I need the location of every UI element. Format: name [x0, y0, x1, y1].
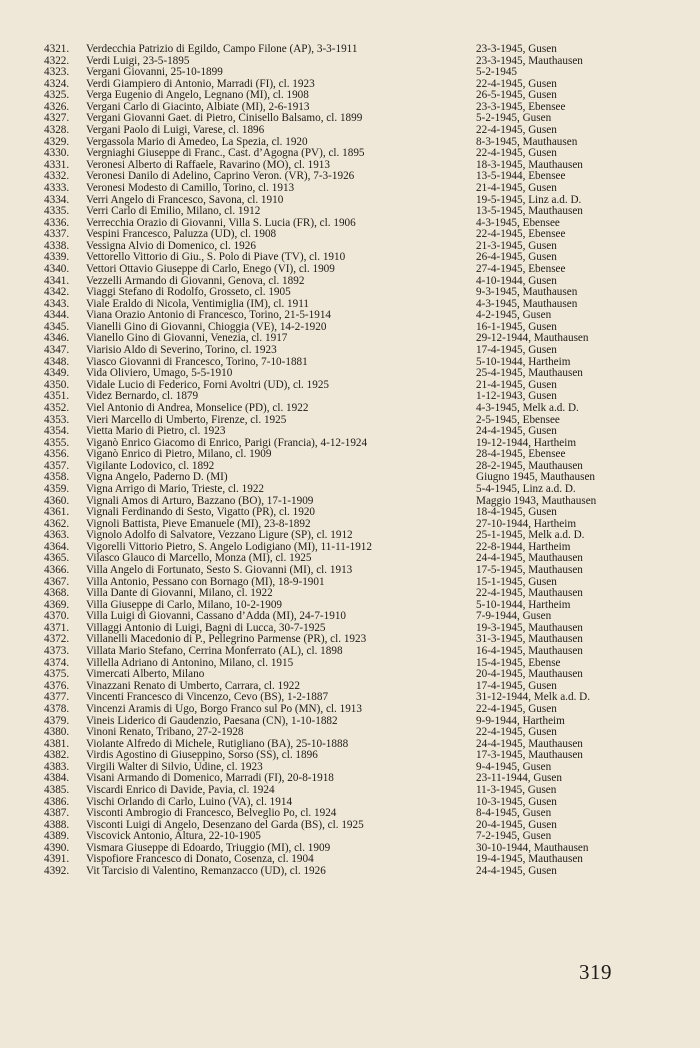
entry-name: Vispofiore Francesco di Donato, Cosenza, cl. 1904 [86, 854, 314, 866]
entry-name: Verri Carlo di Emilio, Milano, cl. 1912 [86, 206, 261, 218]
list-item [44, 692, 644, 704]
entry-name: Vidale Lucio di Federico, Forni Avoltri (UD), cl. 1925 [86, 379, 330, 391]
list-item [44, 669, 644, 681]
entry-name: Verri Angelo di Francesco, Savona, cl. 1910 [86, 194, 284, 206]
entry-fate: 17-4-1945, Gusen [476, 345, 557, 357]
entry-fate: Maggio 1943, Mauthausen [476, 495, 597, 507]
entry-fate: 26-4-1945, Gusen [476, 252, 557, 264]
list-item [44, 716, 644, 728]
entry-number: 4329. [44, 135, 70, 148]
entry-fate: 30-10-1944, Mauthausen [476, 842, 589, 854]
entry-name: Vergniaghi Giuseppe di Franc., Cast. d’Agogna (PV), cl. 1895 [86, 148, 365, 160]
list-item [44, 797, 644, 809]
entry-number: 4378. [44, 702, 70, 715]
entry-name: Vettorello Vittorio di Giu., S. Polo di Piave (TV), cl. 1910 [86, 252, 346, 264]
list-item [44, 484, 644, 496]
list-item [44, 415, 644, 427]
entry-name: Vignolo Adolfo di Salvatore, Vezzano Ligure (SP), cl. 1912 [86, 530, 353, 542]
entry-number: 4336. [44, 216, 70, 229]
entry-name: Vessigna Alvio di Domenico, cl. 1926 [86, 240, 256, 252]
entry-name: Verga Eugenio di Angelo, Legnano (MI), cl. 1908 [86, 90, 309, 102]
entry-number: 4347. [44, 344, 70, 357]
list-item [44, 866, 644, 878]
list-item [44, 577, 644, 589]
list-item [44, 519, 644, 531]
list-item [44, 90, 644, 102]
list-item [44, 125, 644, 137]
entry-number: 4366. [44, 564, 70, 577]
list-item [44, 322, 644, 334]
list-item [44, 137, 644, 149]
entry-fate: 23-3-1945, Gusen [476, 44, 557, 55]
list-item [44, 229, 644, 241]
entry-fate: 2-5-1945, Ebensee [476, 414, 560, 426]
entry-name: Visconti Ambrogio di Francesco, Belveglio Po, cl. 1924 [86, 808, 337, 820]
entry-number: 4351. [44, 390, 70, 403]
entry-fate: 22-4-1945, Gusen [476, 78, 557, 90]
list-item [44, 588, 644, 600]
entry-name: Verdi Giampiero di Antonio, Marradi (FI), cl. 1923 [86, 78, 315, 90]
entry-fate: 31-12-1944, Melk a.d. D. [476, 692, 591, 704]
entry-number: 4375. [44, 668, 70, 681]
entry-name: Viarisio Aldo di Severino, Torino, cl. 1923 [86, 345, 277, 357]
list-item [44, 762, 644, 774]
entry-name: Vignoli Battista, Pieve Emanuele (MI), 23-8-1892 [86, 518, 311, 530]
entry-fate: 20-4-1945, Gusen [476, 819, 557, 831]
entry-number: 4355. [44, 436, 70, 449]
entry-name: Vieri Marcello di Umberto, Firenze, cl. 1925 [86, 414, 287, 426]
list-item [44, 507, 644, 519]
list-item [44, 113, 644, 125]
entry-number: 4367. [44, 575, 70, 588]
entry-number: 4349. [44, 367, 70, 380]
entry-name: Viale Eraldo di Nicola, Ventimiglia (IM), cl. 1911 [86, 298, 310, 310]
entry-number: 4345. [44, 320, 70, 333]
entry-fate: 22-4-1945, Mauthausen [476, 588, 583, 600]
entry-number: 4325. [44, 89, 70, 102]
entry-fate: 4-3-1945, Melk a.d. D. [476, 402, 579, 414]
entry-fate: 5-4-1945, Linz a.d. D. [476, 483, 576, 495]
entry-name: Vincenti Francesco di Vincenzo, Cevo (BS), 1-2-1887 [86, 692, 329, 704]
entry-fate: 21-4-1945, Gusen [476, 182, 557, 194]
list-item [44, 380, 644, 392]
entry-fate: 13-5-1944, Ebensee [476, 171, 566, 183]
entry-name: Verdecchia Patrizio di Egildo, Campo Filone (AP), 3-3-1911 [86, 44, 358, 55]
entry-fate: 17-4-1945, Gusen [476, 680, 557, 692]
entry-fate: 5-10-1944, Hartheim [476, 356, 571, 368]
entry-name: Villa Giuseppe di Carlo, Milano, 10-2-1909 [86, 599, 283, 611]
entry-fate: 10-3-1945, Gusen [476, 796, 557, 808]
list-item [44, 44, 644, 56]
entry-number: 4331. [44, 158, 70, 171]
list-item [44, 553, 644, 565]
entry-fate: 31-3-1945, Mauthausen [476, 634, 583, 646]
entry-name: Vergani Giovanni, 25-10-1899 [86, 67, 223, 79]
entry-number: 4338. [44, 239, 70, 252]
list-item [44, 623, 644, 635]
entry-number: 4323. [44, 66, 70, 79]
entry-name: Vigorelli Vittorio Pietro, S. Angelo Lodigiano (MI), 11-11-1912 [86, 541, 372, 553]
entry-name: Vettori Ottavio Giuseppe di Carlo, Enego (VI), cl. 1909 [86, 263, 335, 275]
entry-number: 4337. [44, 228, 70, 241]
entry-name: Villata Mario Stefano, Cerrina Monferrato (AL), cl. 1898 [86, 646, 343, 658]
list-item [44, 357, 644, 369]
entry-fate: 17-5-1945, Mauthausen [476, 565, 583, 577]
entry-name: Veronesi Danilo di Adelino, Caprino Veron. (VR), 7-3-1926 [86, 171, 355, 183]
entry-fate: 4-3-1945, Mauthausen [476, 298, 578, 310]
entry-name: Vignali Ferdinando di Sesto, Vigatto (PR), cl. 1920 [86, 507, 316, 519]
entry-fate: 5-2-1945 [476, 67, 518, 79]
entry-number: 4363. [44, 529, 70, 542]
list-item [44, 426, 644, 438]
entry-name: Viel Antonio di Andrea, Monselice (PD), cl. 1922 [86, 402, 309, 414]
entry-number: 4321. [44, 43, 70, 55]
entry-number: 4359. [44, 482, 70, 495]
entry-name: Viganò Enrico Giacomo di Enrico, Parigi (Francia), 4-12-1924 [86, 437, 368, 449]
entry-number: 4342. [44, 286, 70, 299]
entry-name: Vit Tarcisio di Valentino, Remanzacco (UD), cl. 1926 [86, 866, 326, 878]
entry-fate: 27-10-1944, Hartheim [476, 518, 577, 530]
list-item [44, 472, 644, 484]
entry-name: Villa Angelo di Fortunato, Sesto S. Giovanni (MI), cl. 1913 [86, 565, 353, 577]
entry-number: 4333. [44, 181, 70, 194]
entry-name: Vigna Arrigo di Mario, Trieste, cl. 1922 [86, 483, 265, 495]
entry-fate: 19-5-1945, Linz a.d. D. [476, 194, 582, 206]
entry-number: 4343. [44, 297, 70, 310]
entry-name: Villa Luigi di Giovanni, Cassano d’Adda (MI), 24-7-1910 [86, 611, 347, 623]
entry-fate: 22-4-1945, Gusen [476, 727, 557, 739]
list-item [44, 391, 644, 403]
entry-name: Vigilante Lodovico, cl. 1892 [86, 460, 215, 472]
entry-number: 4391. [44, 853, 70, 866]
list-item [44, 276, 644, 288]
entry-number: 4360. [44, 494, 70, 507]
entry-number: 4381. [44, 737, 70, 750]
entry-number: 4356. [44, 448, 70, 461]
entry-fate: 1-12-1943, Gusen [476, 391, 557, 403]
list-item [44, 183, 644, 195]
entry-name: Virdis Agostino di Giuseppino, Sorso (SS), cl. 1896 [86, 750, 318, 762]
entry-number: 4357. [44, 459, 70, 472]
list-item [44, 704, 644, 716]
entry-name: Vimercati Alberto, Milano [86, 669, 205, 681]
entry-number: 4326. [44, 100, 70, 113]
entry-fate: 25-4-1945, Mauthausen [476, 368, 583, 380]
entry-number: 4382. [44, 749, 70, 762]
entry-fate: 22-4-1945, Gusen [476, 125, 557, 137]
entry-name: Vianello Gino di Giovanni, Venezia, cl. 1917 [86, 333, 288, 345]
entry-number: 4386. [44, 795, 70, 808]
entry-fate: 9-4-1945, Gusen [476, 761, 552, 773]
list-item [44, 727, 644, 739]
entry-number: 4389. [44, 830, 70, 843]
list-item [44, 79, 644, 91]
entry-name: Vespini Francesco, Paluzza (UD), cl. 1908 [86, 229, 277, 241]
entry-fate: 7-9-1944, Gusen [476, 611, 552, 623]
entry-number: 4362. [44, 517, 70, 530]
list-item [44, 530, 644, 542]
entry-name: Violante Alfredo di Michele, Rutigliano (BA), 25-10-1888 [86, 738, 349, 750]
entry-number: 4350. [44, 378, 70, 391]
list-item [44, 241, 644, 253]
entry-number: 4365. [44, 552, 70, 565]
entry-number: 4352. [44, 401, 70, 414]
entry-number: 4390. [44, 841, 70, 854]
entry-fate: 4-3-1945, Ebensee [476, 217, 560, 229]
entry-number: 4371. [44, 621, 70, 634]
entry-fate: Giugno 1945, Mauthausen [476, 472, 596, 484]
entry-number: 4388. [44, 818, 70, 831]
entry-fate: 25-1-1945, Melk a.d. D. [476, 530, 585, 542]
list-item [44, 218, 644, 230]
entry-name: Viaggi Stefano di Rodolfo, Grosseto, cl. 1905 [86, 287, 291, 299]
list-item [44, 299, 644, 311]
list-item [44, 449, 644, 461]
entry-fate: 24-4-1945, Gusen [476, 866, 557, 878]
entry-name: Virgili Walter di Silvio, Udine, cl. 1923 [86, 761, 263, 773]
entry-fate: 22-8-1944, Hartheim [476, 541, 571, 553]
entry-fate: 21-3-1945, Gusen [476, 240, 557, 252]
entry-name: Viscardi Enrico di Davide, Pavia, cl. 1924 [86, 785, 275, 796]
list-item [44, 438, 644, 450]
list-item [44, 56, 644, 68]
entry-name: Vismara Giuseppe di Edoardo, Triuggio (MI), cl. 1909 [86, 842, 331, 854]
entry-name: Viasco Giovanni di Francesco, Torino, 7-10-1881 [86, 356, 308, 368]
entry-name: Vigna Angelo, Paderno D. (MI) [86, 472, 228, 484]
entry-name: Veronesi Alberto di Raffaele, Ravarino (MO), cl. 1913 [86, 159, 330, 171]
entry-number: 4374. [44, 656, 70, 669]
list-item [44, 854, 644, 866]
entry-number: 4353. [44, 413, 70, 426]
entry-fate: 8-4-1945, Gusen [476, 808, 552, 820]
entry-number: 4383. [44, 760, 70, 773]
entry-number: 4346. [44, 332, 70, 345]
list-item [44, 333, 644, 345]
entry-number: 4324. [44, 77, 70, 90]
entry-fate: 13-5-1945, Mauthausen [476, 206, 583, 218]
entry-fate: 24-4-1945, Mauthausen [476, 738, 583, 750]
entry-fate: 22-4-1945, Ebensee [476, 229, 566, 241]
entry-name: Viana Orazio Antonio di Francesco, Torino, 21-5-1914 [86, 310, 332, 322]
entry-number: 4370. [44, 610, 70, 623]
entry-fate: 19-3-1945, Mauthausen [476, 622, 583, 634]
entry-fate: 23-11-1944, Gusen [476, 773, 562, 785]
entry-fate: 4-2-1945, Gusen [476, 310, 552, 322]
entry-fate: 11-3-1945, Gusen [476, 785, 557, 796]
entry-name: Vida Oliviero, Umago, 5-5-1910 [86, 368, 233, 380]
list-item [44, 496, 644, 508]
entry-number: 4372. [44, 633, 70, 646]
entry-fate: 27-4-1945, Ebensee [476, 263, 566, 275]
entry-fate: 9-3-1945, Mauthausen [476, 287, 578, 299]
list-item [44, 808, 644, 820]
entry-name: Vinoni Renato, Tribano, 27-2-1928 [86, 727, 244, 739]
entry-number: 4330. [44, 147, 70, 160]
entry-number: 4376. [44, 679, 70, 692]
list-item [44, 160, 644, 172]
list-item [44, 461, 644, 473]
entry-name: Vianelli Gino di Giovanni, Chioggia (VE), 14-2-1920 [86, 321, 327, 333]
entry-name: Visconti Luigi di Angelo, Desenzano del Garda (BS), cl. 1925 [86, 819, 364, 831]
entry-name: Visani Armando di Domenico, Marradi (FI), 20-8-1918 [86, 773, 334, 785]
list-item [44, 565, 644, 577]
entry-number: 4340. [44, 262, 70, 275]
entry-fate: 22-4-1945, Gusen [476, 148, 557, 160]
entry-fate: 22-4-1945, Gusen [476, 703, 557, 715]
entry-fate: 17-3-1945, Mauthausen [476, 750, 583, 762]
entry-number: 4344. [44, 309, 70, 322]
entry-fate: 7-2-1945, Gusen [476, 831, 552, 843]
entry-fate: 15-1-1945, Gusen [476, 576, 557, 588]
list-item [44, 739, 644, 751]
entry-name: Viganò Enrico di Pietro, Milano, cl. 1909 [86, 449, 272, 461]
entry-name: Vergani Giovanni Gaet. di Pietro, Cinisello Balsamo, cl. 1899 [86, 113, 363, 125]
list-item [44, 750, 644, 762]
entry-name: Vergassola Mario di Amedeo, La Spezia, cl. 1920 [86, 136, 308, 148]
entry-name: Vilasco Glauco di Marcello, Monza (MI), cl. 1925 [86, 553, 312, 565]
entry-name: Vergani Carlo di Giacinto, Albiate (MI), 2-6-1913 [86, 101, 310, 113]
entry-name: Vinazzani Renato di Umberto, Carrara, cl. 1922 [86, 680, 300, 692]
entry-fate: 5-2-1945, Gusen [476, 113, 552, 125]
entry-fate: 18-4-1945, Gusen [476, 507, 557, 519]
entry-fate: 5-10-1944, Hartheim [476, 599, 571, 611]
list-item [44, 310, 644, 322]
entry-number: 4354. [44, 425, 70, 438]
entry-fate: 23-3-1945, Ebensee [476, 101, 566, 113]
entry-number: 4368. [44, 587, 70, 600]
entry-number: 4380. [44, 726, 70, 739]
entry-fate: 9-9-1944, Hartheim [476, 715, 565, 727]
entry-name: Villella Adriano di Antonino, Milano, cl. 1915 [86, 657, 294, 669]
entry-fate: 15-4-1945, Ebense [476, 657, 561, 669]
entry-number: 4327. [44, 112, 70, 125]
entry-number: 4385. [44, 784, 70, 796]
entry-number: 4348. [44, 355, 70, 368]
list-item [44, 843, 644, 855]
entry-fate: 4-10-1944, Gusen [476, 275, 557, 287]
list-item [44, 264, 644, 276]
entry-number: 4339. [44, 251, 70, 264]
list-item [44, 368, 644, 380]
entry-name: Vietta Mario di Pietro, cl. 1923 [86, 426, 226, 438]
entry-fate: 28-2-1945, Mauthausen [476, 460, 583, 472]
list-item [44, 646, 644, 658]
list-item [44, 831, 644, 843]
entry-number: 4377. [44, 691, 70, 704]
list-item [44, 403, 644, 415]
entry-fate: 16-4-1945, Mauthausen [476, 646, 583, 658]
entry-name: Vergani Paolo di Luigi, Varese, cl. 1896 [86, 125, 265, 137]
list-item [44, 171, 644, 183]
entry-name: Videz Bernardo, cl. 1879 [86, 391, 199, 403]
entry-fate: 29-12-1944, Mauthausen [476, 333, 589, 345]
entry-fate: 19-4-1945, Mauthausen [476, 854, 583, 866]
entry-name: Vineis Liderico di Gaudenzio, Paesana (CN), 1-10-1882 [86, 715, 338, 727]
entry-name: Villa Dante di Giovanni, Milano, cl. 1922 [86, 588, 273, 600]
list-item [44, 542, 644, 554]
list-item [44, 681, 644, 693]
entry-name: Verdi Luigi, 23-5-1895 [86, 55, 190, 67]
entry-name: Vincenzi Aramis di Ugo, Borgo Franco sul Po (MN), cl. 1913 [86, 703, 362, 715]
list-item [44, 206, 644, 218]
entry-fate: 26-5-1945, Gusen [476, 90, 557, 102]
entry-number: 4358. [44, 471, 70, 484]
entry-number: 4322. [44, 54, 70, 67]
entry-fate: 8-3-1945, Mauthausen [476, 136, 578, 148]
entry-number: 4341. [44, 274, 70, 287]
entry-fate: 23-3-1945, Mauthausen [476, 55, 583, 67]
entry-fate: 28-4-1945, Ebensee [476, 449, 566, 461]
entry-number: 4332. [44, 170, 70, 183]
entry-name: Vischi Orlando di Carlo, Luino (VA), cl. 1914 [86, 796, 293, 808]
list-item [44, 611, 644, 623]
entry-name: Villaggi Antonio di Luigi, Bagni di Lucca, 30-7-1925 [86, 622, 326, 634]
list-item [44, 773, 644, 785]
entry-fate: 19-12-1944, Hartheim [476, 437, 577, 449]
entry-list [44, 44, 644, 878]
entry-number: 4373. [44, 645, 70, 658]
entry-number: 4379. [44, 714, 70, 727]
entry-number: 4364. [44, 540, 70, 553]
entry-number: 4328. [44, 124, 70, 137]
entry-fate: 24-4-1945, Gusen [476, 426, 557, 438]
entry-fate: 21-4-1945, Gusen [476, 379, 557, 391]
entry-number: 4335. [44, 205, 70, 218]
entry-name: Villa Antonio, Pessano con Bornago (MI), 18-9-1901 [86, 576, 325, 588]
entry-fate: 16-1-1945, Gusen [476, 321, 557, 333]
list-item [44, 102, 644, 114]
entry-name: Veronesi Modesto di Camillo, Torino, cl. 1913 [86, 182, 295, 194]
list-item [44, 345, 644, 357]
entry-number: 4361. [44, 506, 70, 519]
list-item [44, 600, 644, 612]
list-item [44, 287, 644, 299]
entry-number: 4392. [44, 865, 70, 878]
entry-number: 4384. [44, 772, 70, 785]
list-item [44, 658, 644, 670]
list-item [44, 820, 644, 832]
entry-number: 4334. [44, 193, 70, 206]
list-item [44, 148, 644, 160]
entry-number: 4387. [44, 807, 70, 820]
entry-fate: 24-4-1945, Mauthausen [476, 553, 583, 565]
list-item [44, 252, 644, 264]
entry-fate: 18-3-1945, Mauthausen [476, 159, 583, 171]
page-number: 319 [579, 960, 612, 984]
entry-name: Villanelli Macedonio di P., Pellegrino Parmense (PR), cl. 1923 [86, 634, 367, 646]
list-item [44, 785, 644, 797]
list-item [44, 634, 644, 646]
entry-name: Vignali Amos di Arturo, Bazzano (BO), 17-1-1909 [86, 495, 314, 507]
entry-fate: 20-4-1945, Mauthausen [476, 669, 583, 681]
entry-name: Verrecchia Orazio di Giovanni, Villa S. Lucia (FR), cl. 1906 [86, 217, 356, 229]
entry-number: 4369. [44, 598, 70, 611]
entry-name: Vezzelli Armando di Giovanni, Genova, cl. 1892 [86, 275, 305, 287]
list-item [44, 195, 644, 207]
entry-name: Viscovick Antonio, Altura, 22-10-1905 [86, 831, 261, 843]
list-item [44, 67, 644, 79]
